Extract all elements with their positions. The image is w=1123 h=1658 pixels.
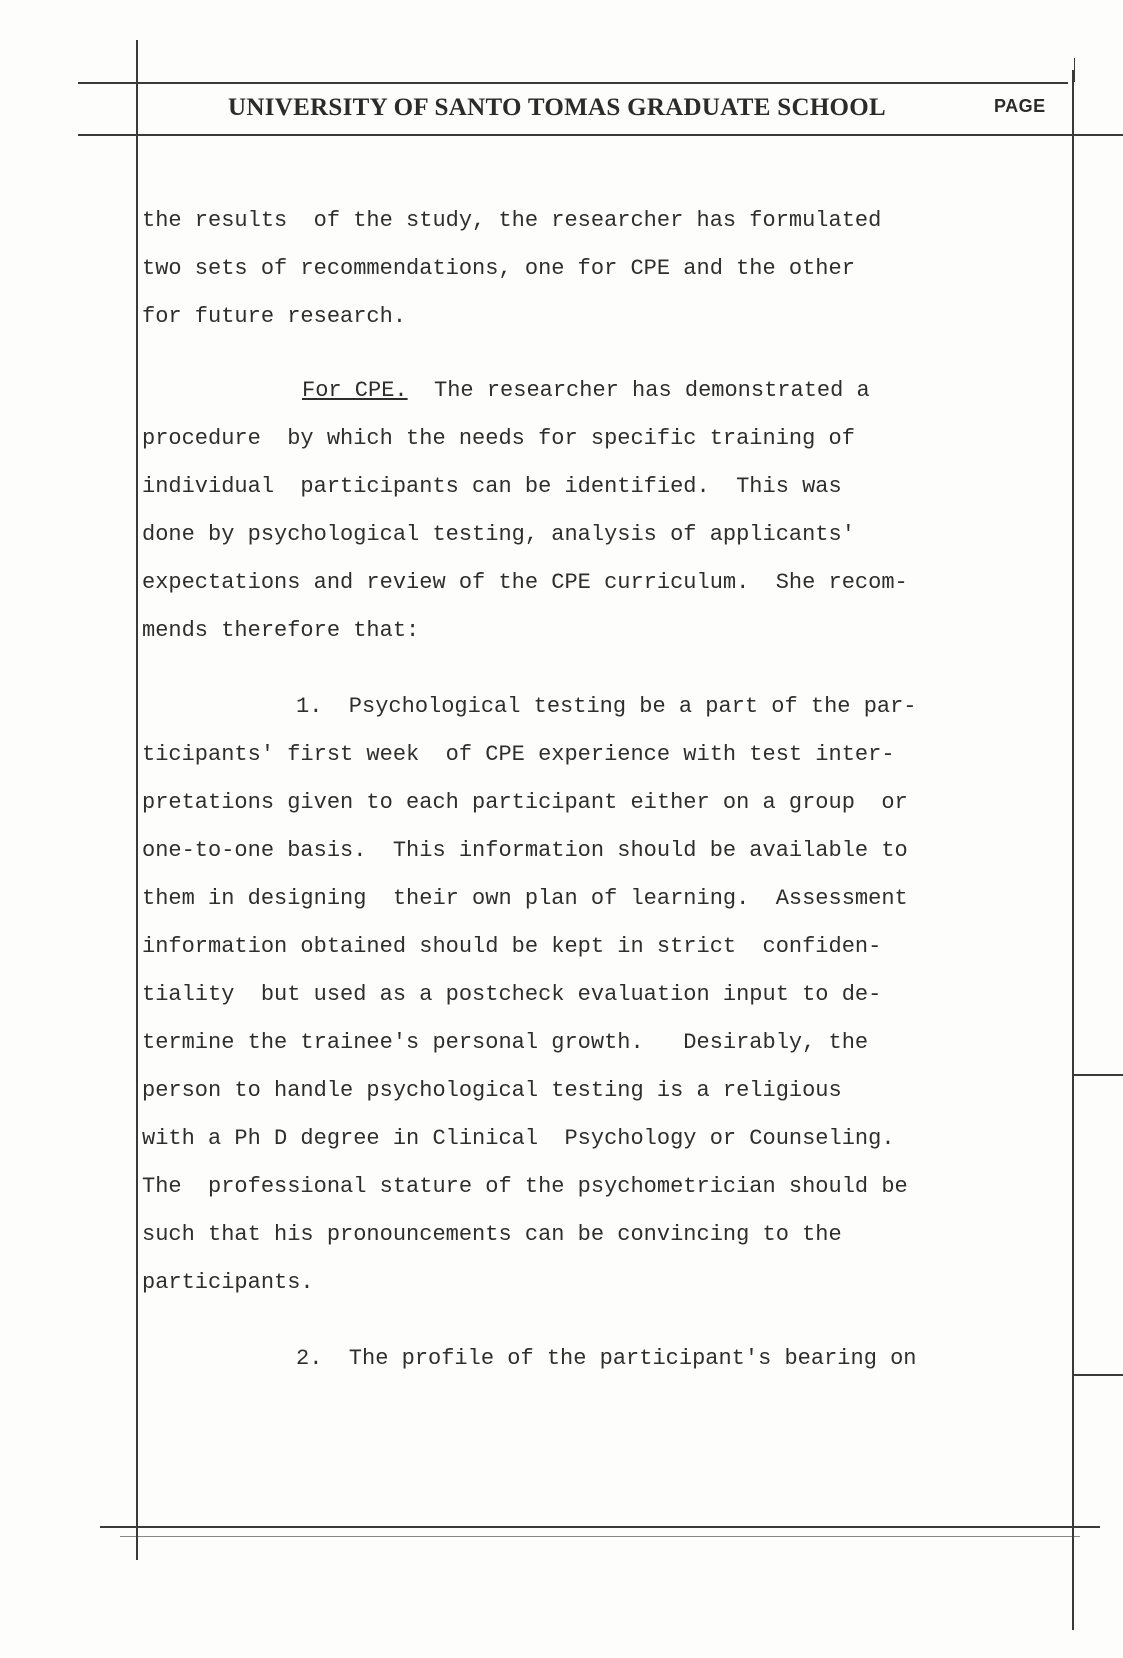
text-line: them in designing their own plan of learning. Assessment bbox=[142, 886, 908, 911]
list-number: 1. bbox=[296, 694, 323, 719]
text-line: for future research. bbox=[142, 304, 407, 329]
corner-tick bbox=[1074, 58, 1075, 82]
text-line: individual participants can be identified. This was bbox=[142, 474, 842, 499]
text-line: termine the trainee's personal growth. Desirably, the bbox=[142, 1030, 869, 1055]
text-line: with a Ph D degree in Clinical Psychology or Counseling. bbox=[142, 1126, 895, 1151]
list-number: 2. bbox=[296, 1346, 323, 1371]
footer-rule bbox=[100, 1526, 1100, 1528]
text-line: information obtained should be kept in strict confiden- bbox=[142, 934, 882, 959]
text-line: participants. bbox=[142, 1270, 314, 1295]
right-margin-rule bbox=[1072, 70, 1074, 1630]
text-line: done by psychological testing, analysis of applicants' bbox=[142, 522, 855, 547]
left-margin-rule bbox=[136, 40, 138, 1560]
text-line: mends therefore that: bbox=[142, 618, 420, 643]
list-item-first-line bbox=[296, 694, 917, 719]
text-line: The professional stature of the psychometrician should be bbox=[142, 1174, 908, 1199]
text-line: pretations given to each participant either on a group or bbox=[142, 790, 908, 815]
text-fragment: The researcher has demonstrated a bbox=[407, 378, 870, 403]
section-heading-line bbox=[302, 378, 870, 403]
text-line: two sets of recommendations, one for CPE and the other bbox=[142, 256, 855, 281]
page-header bbox=[228, 92, 1058, 132]
header-rule-bottom bbox=[78, 134, 1123, 136]
school-title: UNIVERSITY OF SANTO TOMAS GRADUATE SCHOOL bbox=[228, 94, 887, 121]
text-line: person to handle psychological testing is a religious bbox=[142, 1078, 842, 1103]
text-line: such that his pronouncements can be convincing to the bbox=[142, 1222, 842, 1247]
footer-rule-secondary bbox=[120, 1536, 1080, 1537]
text-line: one-to-one basis. This information should be available to bbox=[142, 838, 908, 863]
right-edge-tick bbox=[1072, 1374, 1123, 1376]
text-line: the results of the study, the researcher has formulated bbox=[142, 208, 882, 233]
text-fragment: Psychological testing be a part of the par- bbox=[322, 694, 917, 719]
page-label: PAGE bbox=[994, 96, 1046, 116]
section-heading: For CPE. bbox=[302, 378, 408, 403]
right-edge-tick bbox=[1072, 1074, 1123, 1076]
list-item-first-line bbox=[296, 1346, 917, 1371]
text-fragment: The profile of the participant's bearing on bbox=[322, 1346, 917, 1371]
text-line: tiality but used as a postcheck evaluation input to de- bbox=[142, 982, 882, 1007]
text-line: procedure by which the needs for specific training of bbox=[142, 426, 855, 451]
header-rule-top bbox=[78, 82, 1068, 84]
text-line: expectations and review of the CPE curriculum. She recom- bbox=[142, 570, 908, 595]
text-line: ticipants' first week of CPE experience with test inter- bbox=[142, 742, 895, 767]
